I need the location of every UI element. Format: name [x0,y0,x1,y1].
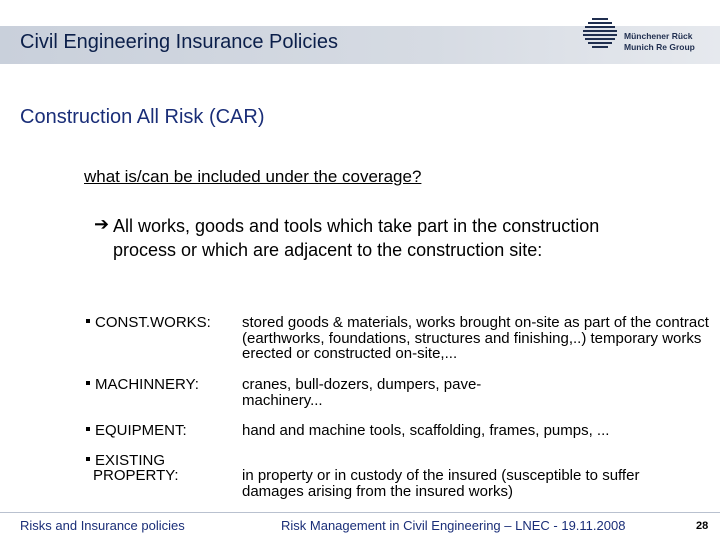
square-bullet-icon [86,381,90,385]
coverage-question: what is/can be included under the coverage? [84,167,422,186]
footer-center-text: Risk Management in Civil Engineering – LNEC - 19.11.2008 [281,518,626,533]
footer-divider [0,512,720,513]
item-desc-machinnery: cranes, bull-dozers, dumpers, pave-machinery... [242,376,482,409]
page-number: 28 [696,520,709,532]
item-term-existing-property: EXISTING [86,453,165,469]
item-term-existing-property-line2: PROPERTY: [93,467,179,484]
munich-re-logo [580,17,720,57]
logo-line-2: Munich Re Group [624,42,695,52]
arrow-bullet-icon: ➔ [94,214,110,234]
logo-line-1: Münchener Rück [624,31,693,41]
footer-left-text: Risks and Insurance policies [20,518,185,533]
main-bullet-text: All works, goods and tools which take part in the construction process or which are adjacent to the construction site: [113,216,600,260]
slide-title: Construction All Risk (CAR) [20,106,265,128]
presentation-title: Civil Engineering Insurance Policies [20,31,338,53]
item-term-const-works: CONST.WORKS: [86,315,211,331]
item-desc-equipment: hand and machine tools, scaffolding, frames, pumps, ... [242,422,610,439]
item-term-machinnery: MACHINNERY: [86,377,199,393]
item-desc-const-works: stored goods & materials, works brought on-site as part of the contract (earthworks, foundations, structures and finishing,..) temporary works erected or constructed on-site,... [242,314,709,362]
munich-re-logo-icon [582,17,618,51]
item-desc-existing-property: in property or in custody of the insured (susceptible to suffer damages arising from the insured works) [242,467,640,500]
item-term-equipment: EQUIPMENT: [86,423,187,439]
square-bullet-icon [86,457,90,461]
square-bullet-icon [86,427,90,431]
square-bullet-icon [86,319,90,323]
